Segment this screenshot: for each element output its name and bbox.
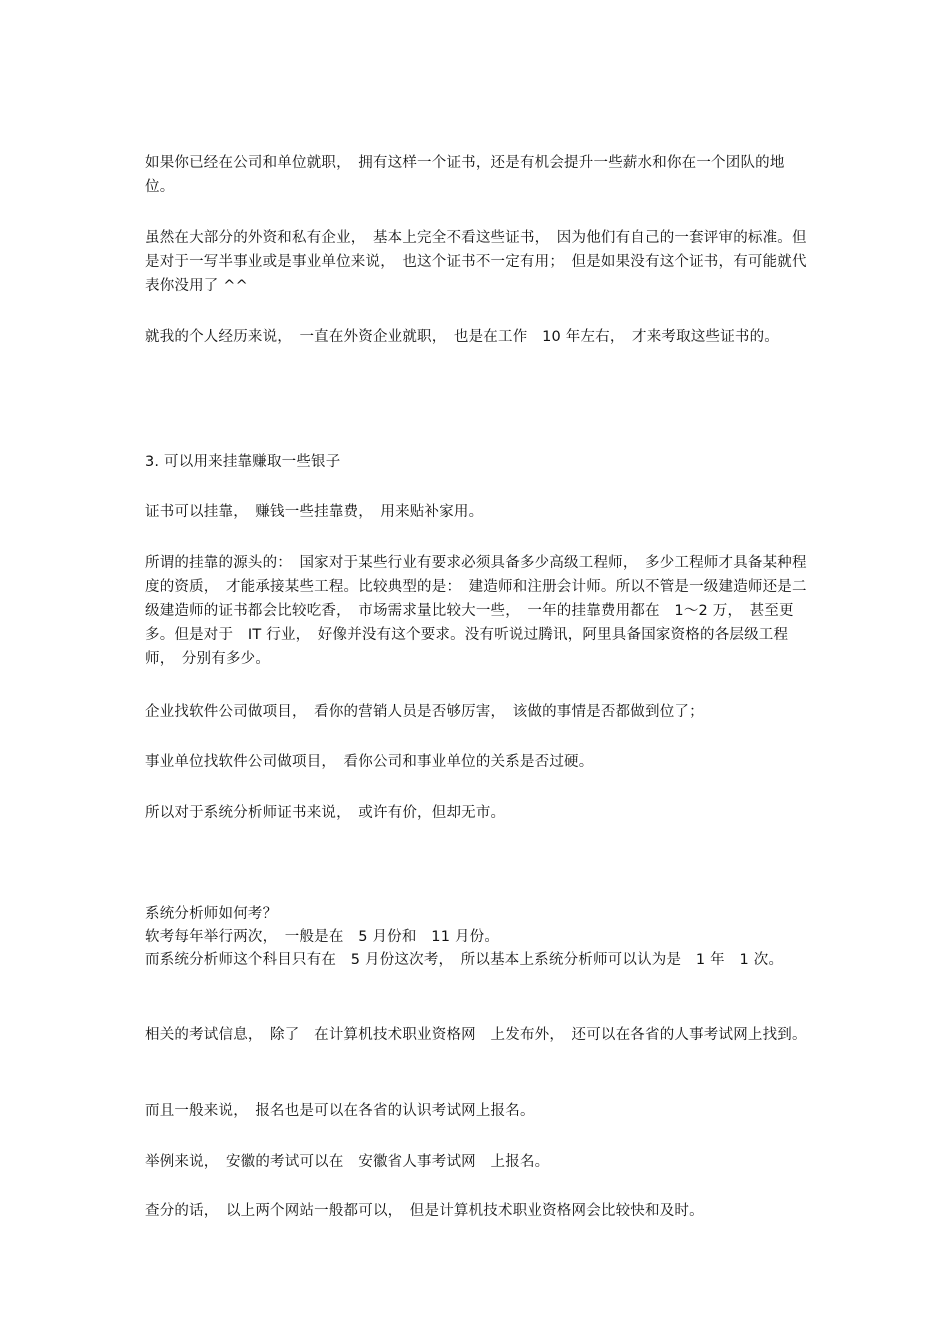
- paragraph-example-anhui: 举例来说， 安徽的考试可以在 安徽省人事考试网 上报名。: [145, 1154, 550, 1170]
- paragraph-certificate-affiliation: 证书可以挂靠， 赚钱一些挂靠费， 用来贴补家用。: [145, 504, 484, 520]
- paragraph-enterprise-projects: 企业找软件公司做项目， 看你的营销人员是否够厉害， 该做的事情是否都做到位了；: [145, 704, 704, 720]
- paragraph-exam-schedule: 软考每年举行两次， 一般是在 5 月份和 11 月份。: [145, 929, 500, 945]
- paragraph-foreign-enterprise: 虽然在大部分的外资和私有企业， 基本上完全不看这些证书， 因为他们有自己的一套评审的标准。但是对于一写半事业或是事业单位来说， 也这个证书不一定有用； 但是如果没有这个证书，有可能就代表你没用了 ^^: [145, 230, 807, 294]
- paragraph-conclusion: 所以对于系统分析师证书来说， 或许有价，但却无市。: [145, 805, 506, 821]
- paragraph-score-query: 查分的话， 以上两个网站一般都可以， 但是计算机技术职业资格网会比较快和及时。: [145, 1203, 704, 1219]
- section-heading-3: 3. 可以用来挂靠赚取一些银子: [145, 454, 341, 470]
- paragraph-personal-experience: 就我的个人经历来说， 一直在外资企业就职， 也是在工作 10 年左右， 才来考取这些证书的。: [145, 329, 780, 345]
- paragraph-how-to-exam-title: 系统分析师如何考？: [145, 906, 278, 922]
- paragraph-public-institution-projects: 事业单位找软件公司做项目， 看你公司和事业单位的关系是否过硬。: [145, 754, 594, 770]
- paragraph-exam-frequency: 而系统分析师这个科目只有在 5 月份这次考， 所以基本上系统分析师可以认为是 1 年 1 次。: [145, 952, 784, 968]
- paragraph-registration: 而且一般来说， 报名也是可以在各省的认识考试网上报名。: [145, 1103, 535, 1119]
- paragraph-affiliation-source: 所谓的挂靠的源头的： 国家对于某些行业有要求必须具备多少高级工程师， 多少工程师才具备某种程度的资质， 才能承接某些工程。比较典型的是： 建造师和注册会计师。所以不管是一级建造师还是二级建造师的证书都会比较吃香， 市场需求量比较大一些， 一年的挂靠费用都在 1～2 万， 甚至更多。但是对于 IT 行业， 好像并没有这个要求。没有听说过腾讯，阿里具备国家资格的各层级工程师， 分别有多少。: [145, 555, 807, 667]
- paragraph-exam-info: 相关的考试信息， 除了 在计算机技术职业资格网 上发布外， 还可以在各省的人事考试网上找到。: [145, 1027, 807, 1043]
- paragraph-promotion: 如果你已经在公司和单位就职， 拥有这样一个证书，还是有机会提升一些薪水和你在一个团队的地位。: [145, 155, 785, 195]
